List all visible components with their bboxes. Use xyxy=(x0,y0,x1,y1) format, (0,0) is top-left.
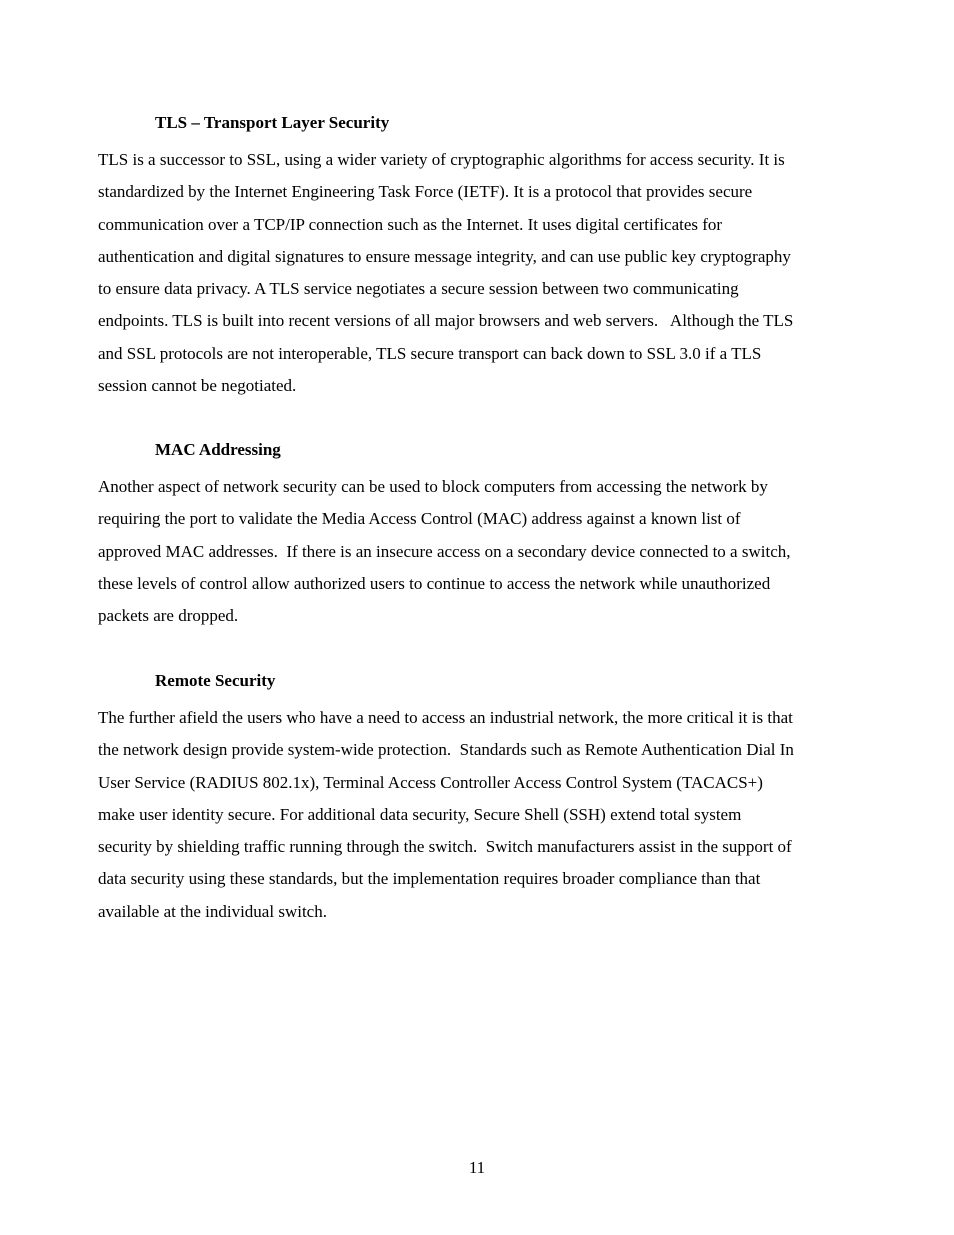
paragraph-line: security by shielding traffic running through the switch. Switch manufacturers assist in the support of xyxy=(98,837,792,857)
section-tls xyxy=(98,113,870,402)
paragraph-line: these levels of control allow authorized users to continue to access the network while unauthorized xyxy=(98,573,771,593)
section-heading: TLS – Transport Layer Security xyxy=(155,113,390,132)
paragraph-line: standardized by the Internet Engineering Task Force (IETF). It is a protocol that provides secure xyxy=(98,182,753,202)
paragraph-line: The further afield the users who have a need to access an industrial network, the more critical it is that xyxy=(98,708,793,727)
paragraph-line: to ensure data privacy. A TLS service negotiates a secure session between two communicating xyxy=(98,279,739,299)
paragraph-line: packets are dropped. xyxy=(98,606,239,626)
paragraph-line: communication over a TCP/IP connection such as the Internet. It uses digital certificates for xyxy=(98,214,723,234)
paragraph-line: available at the individual switch. xyxy=(98,901,327,921)
section-paragraph xyxy=(98,144,870,402)
paragraph-line: session cannot be negotiated. xyxy=(98,376,297,396)
paragraph-line: the network design provide system-wide protection. Standards such as Remote Authentication Dial In xyxy=(98,740,794,760)
paragraph-line: make user identity secure. For additional data security, Secure Shell (SSH) extend total system xyxy=(98,804,742,824)
paragraph-line: User Service (RADIUS 802.1x), Terminal Access Controller Access Control System (TACACS+) xyxy=(98,772,763,792)
paragraph-line: endpoints. TLS is built into recent versions of all major browsers and web servers. Although the TLS xyxy=(98,311,794,331)
section-paragraph xyxy=(98,471,870,632)
paragraph-line: authentication and digital signatures to ensure message integrity, and can use public key cryptography xyxy=(98,246,791,266)
page-number: 11 xyxy=(468,1158,486,1177)
section-paragraph xyxy=(98,702,870,928)
paragraph-line: TLS is a successor to SSL, using a wider variety of cryptographic algorithms for access security. It is xyxy=(98,150,785,169)
paragraph-line: requiring the port to validate the Media Access Control (MAC) address against a known list of xyxy=(98,509,741,529)
paragraph-line: Another aspect of network security can be used to block computers from accessing the network by xyxy=(98,477,768,496)
section-heading: MAC Addressing xyxy=(155,440,281,459)
section-remote-security xyxy=(98,671,870,928)
paragraph-line: and SSL protocols are not interoperable, TLS secure transport can back down to SSL 3.0 if a TLS xyxy=(98,343,762,363)
section-heading: Remote Security xyxy=(155,671,276,690)
paragraph-line: data security using these standards, but the implementation requires broader compliance than that xyxy=(98,869,761,889)
paragraph-line: approved MAC addresses. If there is an insecure access on a secondary device connected to a switch, xyxy=(98,541,791,561)
section-mac-addressing xyxy=(98,440,870,632)
